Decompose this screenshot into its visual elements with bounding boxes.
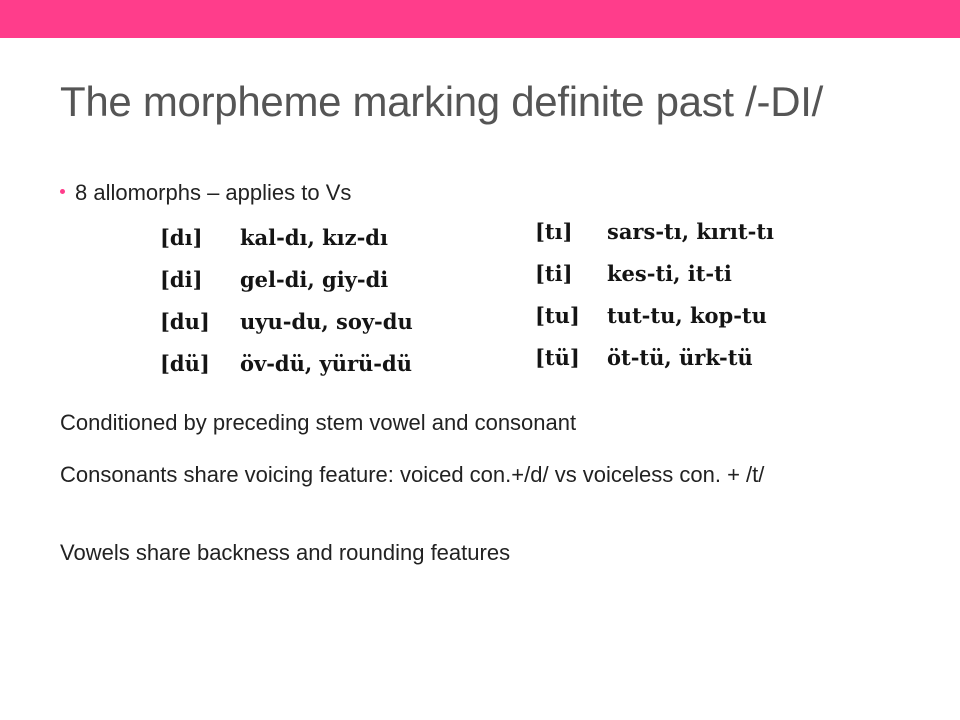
allomorph-label: [dü] [160,351,210,376]
allomorph-examples: uyu-du, soy-du [240,309,413,334]
slide-title: The morpheme marking definite past /-DI/ [60,78,823,125]
bullet-dot-icon [60,189,65,194]
allomorph-label: [du] [160,309,210,334]
allomorph-table [150,215,774,390]
allomorph-label: [tı] [535,219,573,244]
top-accent-bar [0,0,960,38]
paragraph-conditioning: Conditioned by preceding stem vowel and consonant [60,410,577,435]
allomorph-examples: öv-dü, yürü-dü [240,351,412,376]
bullet-text: 8 allomorphs – applies to Vs [75,180,352,205]
allomorph-label: [ti] [535,261,573,286]
allomorph-examples: tut-tu, kop-tu [607,303,767,328]
allomorph-label: [tu] [535,303,580,328]
allomorph-label: [di] [160,267,203,292]
allomorph-examples: gel-di, giy-di [240,267,389,292]
paragraph-consonants: Consonants share voicing feature: voiced con.+/d/ vs voiceless con. + /t/ [60,462,765,487]
allomorph-label: [tü] [535,345,580,370]
allomorph-examples: öt-tü, ürk-tü [607,345,753,370]
allomorph-examples: kal-dı, kız-dı [240,225,388,250]
bullet-item [60,180,351,206]
allomorph-examples: sars-tı, kırıt-tı [607,219,774,244]
allomorph-examples: kes-ti, it-ti [607,261,732,286]
allomorph-label: [dı] [160,225,203,250]
paragraph-vowels: Vowels share backness and rounding features [60,540,511,565]
